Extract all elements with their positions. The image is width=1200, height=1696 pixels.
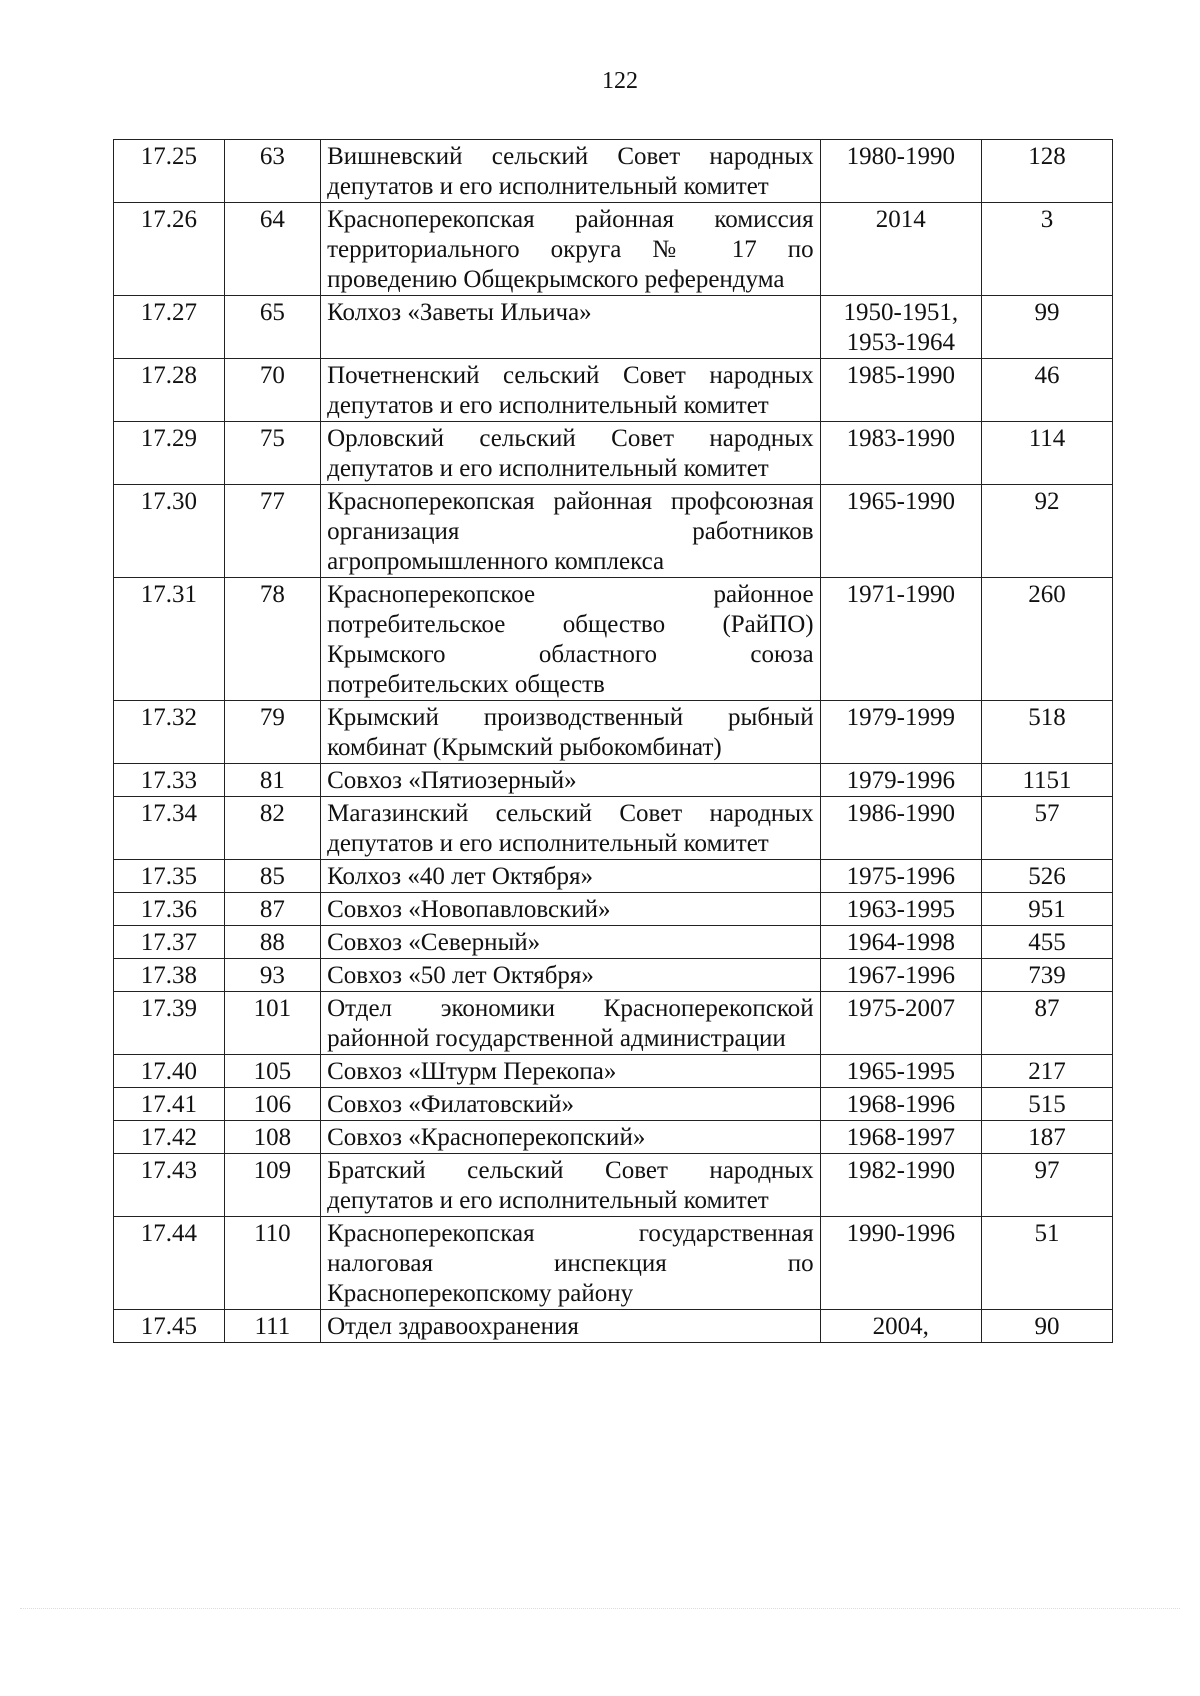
date-range — [820, 1217, 981, 1310]
table-row — [114, 764, 1113, 797]
table-row — [114, 893, 1113, 926]
table-row — [114, 578, 1113, 701]
date-range-line: 1964-1998 — [846, 929, 955, 956]
date-range — [820, 701, 981, 764]
date-range — [820, 1310, 981, 1343]
item-number: 17.41 — [114, 1088, 225, 1121]
fund-title: Отдел экономики Красноперекопской районной государственной администрации — [321, 992, 821, 1055]
storage-unit-count: 3 — [982, 203, 1113, 296]
date-range — [820, 1121, 981, 1154]
date-range — [820, 296, 981, 359]
fund-number: 81 — [224, 764, 320, 797]
storage-unit-count: 128 — [982, 140, 1113, 203]
date-range — [820, 1088, 981, 1121]
storage-unit-count: 1151 — [982, 764, 1113, 797]
fund-number: 105 — [224, 1055, 320, 1088]
storage-unit-count: 455 — [982, 926, 1113, 959]
item-number: 17.30 — [114, 485, 225, 578]
item-number: 17.38 — [114, 959, 225, 992]
date-range-line: 1967-1996 — [846, 962, 955, 989]
fund-number: 63 — [224, 140, 320, 203]
fund-title: Крымский производственный рыбный комбинат (Крымский рыбокомбинат) — [321, 701, 821, 764]
date-range-line: 2004, — [872, 1313, 929, 1340]
archive-fund-table — [113, 139, 1113, 1343]
fund-number: 65 — [224, 296, 320, 359]
item-number: 17.45 — [114, 1310, 225, 1343]
storage-unit-count: 187 — [982, 1121, 1113, 1154]
table-row — [114, 959, 1113, 992]
date-range — [820, 959, 981, 992]
fund-number: 75 — [224, 422, 320, 485]
date-range-line: 1985-1990 — [846, 362, 955, 389]
storage-unit-count: 260 — [982, 578, 1113, 701]
date-range — [820, 203, 981, 296]
fund-number: 101 — [224, 992, 320, 1055]
date-range — [820, 359, 981, 422]
fund-title: Орловский сельский Совет народных депутатов и его исполнительный комитет — [321, 422, 821, 485]
storage-unit-count: 739 — [982, 959, 1113, 992]
item-number: 17.26 — [114, 203, 225, 296]
date-range-line: 1979-1996 — [846, 767, 955, 794]
fund-title: Красноперекопская районная профсоюзная организация работников агропромышленного комплекса — [321, 485, 821, 578]
fund-title: Красноперекопская районная комиссия территориального округа № 17 по проведению Общекрымского референдума — [321, 203, 821, 296]
storage-unit-count: 951 — [982, 893, 1113, 926]
fund-number: 77 — [224, 485, 320, 578]
date-range — [820, 764, 981, 797]
item-number: 17.33 — [114, 764, 225, 797]
item-number: 17.35 — [114, 860, 225, 893]
storage-unit-count: 99 — [982, 296, 1113, 359]
date-range-line: 2014 — [875, 206, 926, 233]
date-range-line: 1968-1996 — [846, 1091, 955, 1118]
item-number: 17.39 — [114, 992, 225, 1055]
fund-title: Совхоз «Штурм Перекопа» — [321, 1055, 821, 1088]
fund-title: Совхоз «Пятиозерный» — [321, 764, 821, 797]
date-range — [820, 926, 981, 959]
item-number: 17.42 — [114, 1121, 225, 1154]
table-row — [114, 992, 1113, 1055]
fund-title: Совхоз «Северный» — [321, 926, 821, 959]
date-range-line: 1968-1997 — [846, 1124, 955, 1151]
date-range — [820, 992, 981, 1055]
storage-unit-count: 526 — [982, 860, 1113, 893]
fund-title: Братский сельский Совет народных депутатов и его исполнительный комитет — [321, 1154, 821, 1217]
date-range-line: 1965-1990 — [846, 488, 955, 515]
fund-number: 64 — [224, 203, 320, 296]
storage-unit-count: 46 — [982, 359, 1113, 422]
fund-title: Колхоз «Заветы Ильича» — [321, 296, 821, 359]
item-number: 17.29 — [114, 422, 225, 485]
item-number: 17.32 — [114, 701, 225, 764]
fund-number: 109 — [224, 1154, 320, 1217]
fund-title: Магазинский сельский Совет народных депутатов и его исполнительный комитет — [321, 797, 821, 860]
fund-title: Совхоз «Красноперекопский» — [321, 1121, 821, 1154]
fund-number: 108 — [224, 1121, 320, 1154]
storage-unit-count: 90 — [982, 1310, 1113, 1343]
scan-artifact-line — [20, 1608, 1180, 1609]
date-range — [820, 140, 981, 203]
page-number: 122 — [602, 68, 638, 94]
fund-number: 82 — [224, 797, 320, 860]
date-range — [820, 893, 981, 926]
table-row — [114, 1310, 1113, 1343]
storage-unit-count: 87 — [982, 992, 1113, 1055]
item-number: 17.40 — [114, 1055, 225, 1088]
storage-unit-count: 518 — [982, 701, 1113, 764]
item-number: 17.28 — [114, 359, 225, 422]
table-row — [114, 860, 1113, 893]
fund-number: 70 — [224, 359, 320, 422]
storage-unit-count: 217 — [982, 1055, 1113, 1088]
fund-number: 78 — [224, 578, 320, 701]
fund-number: 93 — [224, 959, 320, 992]
storage-unit-count: 114 — [982, 422, 1113, 485]
fund-title: Колхоз «40 лет Октября» — [321, 860, 821, 893]
fund-title: Красноперекопская государственная налоговая инспекция по Красноперекопскому району — [321, 1217, 821, 1310]
date-range — [820, 578, 981, 701]
storage-unit-count: 57 — [982, 797, 1113, 860]
storage-unit-count: 92 — [982, 485, 1113, 578]
item-number: 17.44 — [114, 1217, 225, 1310]
fund-number: 106 — [224, 1088, 320, 1121]
storage-unit-count: 97 — [982, 1154, 1113, 1217]
table-row — [114, 140, 1113, 203]
table-row — [114, 926, 1113, 959]
date-range-line: 1980-1990 — [846, 143, 955, 170]
date-range — [820, 485, 981, 578]
date-range-line: 1982-1990 — [846, 1157, 955, 1184]
item-number: 17.36 — [114, 893, 225, 926]
fund-title: Красноперекопское районное потребительское общество (РайПО) Крымского областного союза потребительских обществ — [321, 578, 821, 701]
table-row — [114, 359, 1113, 422]
fund-title: Совхоз «Новопавловский» — [321, 893, 821, 926]
table-row — [114, 1055, 1113, 1088]
item-number: 17.25 — [114, 140, 225, 203]
fund-number: 85 — [224, 860, 320, 893]
fund-title: Совхоз «50 лет Октября» — [321, 959, 821, 992]
table-row — [114, 1154, 1113, 1217]
fund-number: 79 — [224, 701, 320, 764]
date-range — [820, 422, 981, 485]
table-row — [114, 296, 1113, 359]
date-range-line: 1953-1964 — [846, 329, 955, 356]
item-number: 17.43 — [114, 1154, 225, 1217]
table-row — [114, 1088, 1113, 1121]
table-row — [114, 797, 1113, 860]
item-number: 17.31 — [114, 578, 225, 701]
table-row — [114, 485, 1113, 578]
item-number: 17.37 — [114, 926, 225, 959]
date-range-line: 1979-1999 — [846, 704, 955, 731]
table-row — [114, 1121, 1113, 1154]
date-range-line: 1950-1951, — [843, 299, 959, 326]
date-range — [820, 1154, 981, 1217]
date-range — [820, 1055, 981, 1088]
date-range — [820, 797, 981, 860]
fund-number: 111 — [224, 1310, 320, 1343]
fund-title: Отдел здравоохранения — [321, 1310, 821, 1343]
fund-title: Почетненский сельский Совет народных депутатов и его исполнительный комитет — [321, 359, 821, 422]
date-range-line: 1975-2007 — [846, 995, 955, 1022]
table-row — [114, 203, 1113, 296]
fund-title: Вишневский сельский Совет народных депутатов и его исполнительный комитет — [321, 140, 821, 203]
date-range-line: 1986-1990 — [846, 800, 955, 827]
fund-number: 88 — [224, 926, 320, 959]
storage-unit-count: 515 — [982, 1088, 1113, 1121]
date-range-line: 1963-1995 — [846, 896, 955, 923]
storage-unit-count: 51 — [982, 1217, 1113, 1310]
fund-number: 110 — [224, 1217, 320, 1310]
fund-title: Совхоз «Филатовский» — [321, 1088, 821, 1121]
table-row — [114, 422, 1113, 485]
table-row — [114, 1217, 1113, 1310]
date-range-line: 1971-1990 — [846, 581, 955, 608]
date-range-line: 1983-1990 — [846, 425, 955, 452]
item-number: 17.34 — [114, 797, 225, 860]
date-range-line: 1975-1996 — [846, 863, 955, 890]
fund-number: 87 — [224, 893, 320, 926]
date-range — [820, 860, 981, 893]
date-range-line: 1990-1996 — [846, 1220, 955, 1247]
item-number: 17.27 — [114, 296, 225, 359]
date-range-line: 1965-1995 — [846, 1058, 955, 1085]
table-row — [114, 701, 1113, 764]
